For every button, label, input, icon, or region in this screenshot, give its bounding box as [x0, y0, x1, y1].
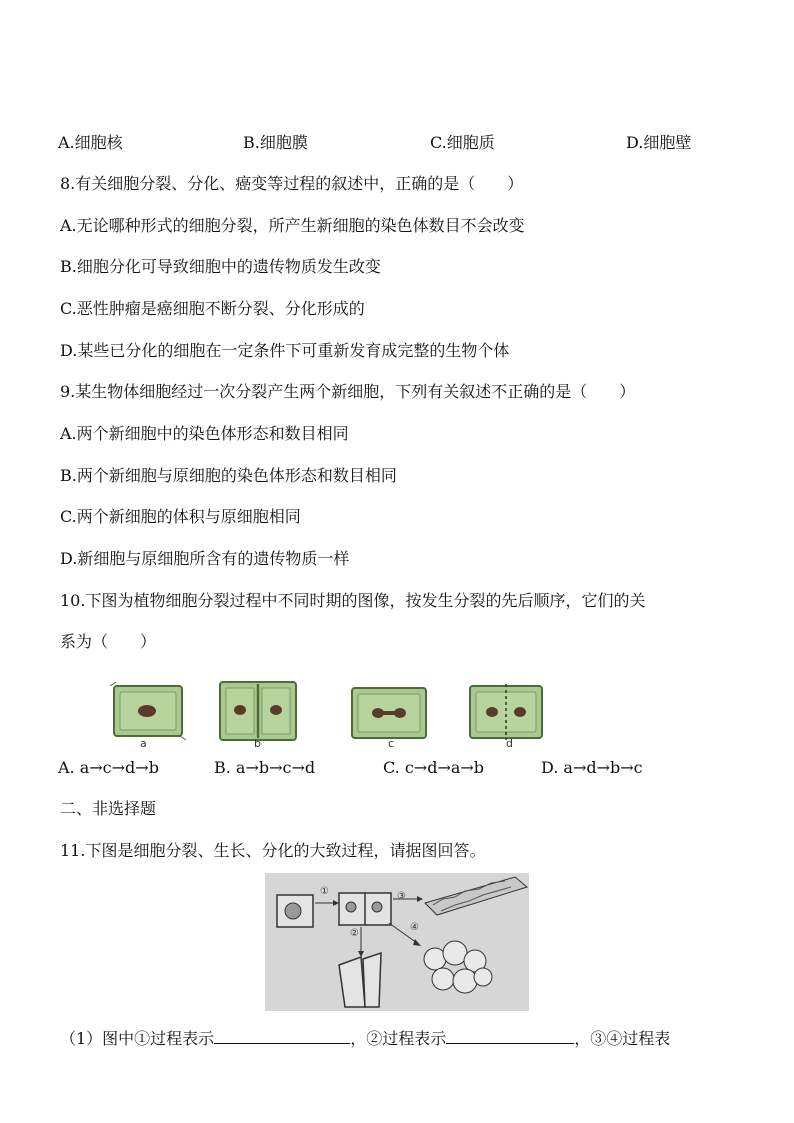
- q8-stem: 8.有关细胞分裂、分化、癌变等过程的叙述中，正确的是（ ）: [60, 174, 524, 193]
- process-mark-4: ④: [410, 922, 419, 933]
- answer-blank-1[interactable]: [214, 1027, 350, 1044]
- q7-option-d: D.细胞壁: [626, 133, 692, 152]
- q10-option-a: A. a→c→d→b: [58, 758, 159, 777]
- process-mark-2: ②: [350, 928, 359, 939]
- q11-sub1-text-2: ，②过程表示: [350, 1029, 447, 1048]
- q10-stem-line2: 系为（ ）: [60, 632, 157, 651]
- process-mark-1: ①: [320, 886, 329, 897]
- cell-d-image: [470, 684, 542, 740]
- cell-b-image: [220, 682, 296, 740]
- q11-stem: 11.下图是细胞分裂、生长、分化的大致过程，请据图回答。: [60, 841, 486, 860]
- process-mark-3: ③: [397, 891, 406, 902]
- q7-option-c: C.细胞质: [430, 133, 495, 152]
- q9-option-c: C.两个新细胞的体积与原细胞相同: [60, 507, 301, 526]
- section-title: 二、非选择题: [60, 799, 157, 818]
- q10-stem-line1: 10.下图为植物细胞分裂过程中不同时期的图像，按发生分裂的先后顺序，它们的关: [60, 591, 646, 610]
- cell-c-image: [352, 688, 426, 738]
- q10-option-d: D. a→d→b→c: [541, 758, 643, 777]
- q8-option-d: D.某些已分化的细胞在一定条件下可重新发育成完整的生物个体: [60, 341, 510, 360]
- figure-label-d: d: [506, 737, 513, 750]
- q10-option-c: C. c→d→a→b: [383, 758, 485, 777]
- q8-option-c: C.恶性肿瘤是癌细胞不断分裂、分化形成的: [60, 299, 365, 318]
- cell-division-figure: [100, 678, 560, 750]
- q11-sub1-text-1: （1）图中①过程表示: [60, 1029, 215, 1048]
- figure-label-a: a: [140, 737, 147, 750]
- figure-label-c: c: [388, 737, 395, 750]
- q10-option-b: B. a→b→c→d: [214, 758, 316, 777]
- q11-sub1-text-3: ，③④过程表: [574, 1029, 671, 1048]
- q7-option-a: A.细胞核: [58, 133, 123, 152]
- q9-option-d: D.新细胞与原细胞所含有的遗传物质一样: [60, 549, 350, 568]
- q9-option-a: A.两个新细胞中的染色体形态和数目相同: [60, 424, 349, 443]
- answer-blank-2[interactable]: [446, 1027, 574, 1044]
- q9-option-b: B.两个新细胞与原细胞的染色体形态和数目相同: [60, 466, 397, 485]
- q8-option-b: B.细胞分化可导致细胞中的遗传物质发生改变: [60, 257, 381, 276]
- q11-sub1: [60, 1027, 670, 1049]
- q9-stem: 9.某生物体细胞经过一次分裂产生两个新细胞，下列有关叙述不正确的是（ ）: [60, 382, 636, 401]
- cell-a-image: [110, 682, 186, 740]
- figure-label-b: b: [254, 737, 261, 750]
- q7-option-b: B.细胞膜: [243, 133, 308, 152]
- q8-option-a: A.无论哪种形式的细胞分裂，所产生新细胞的染色体数目不会改变: [60, 216, 525, 235]
